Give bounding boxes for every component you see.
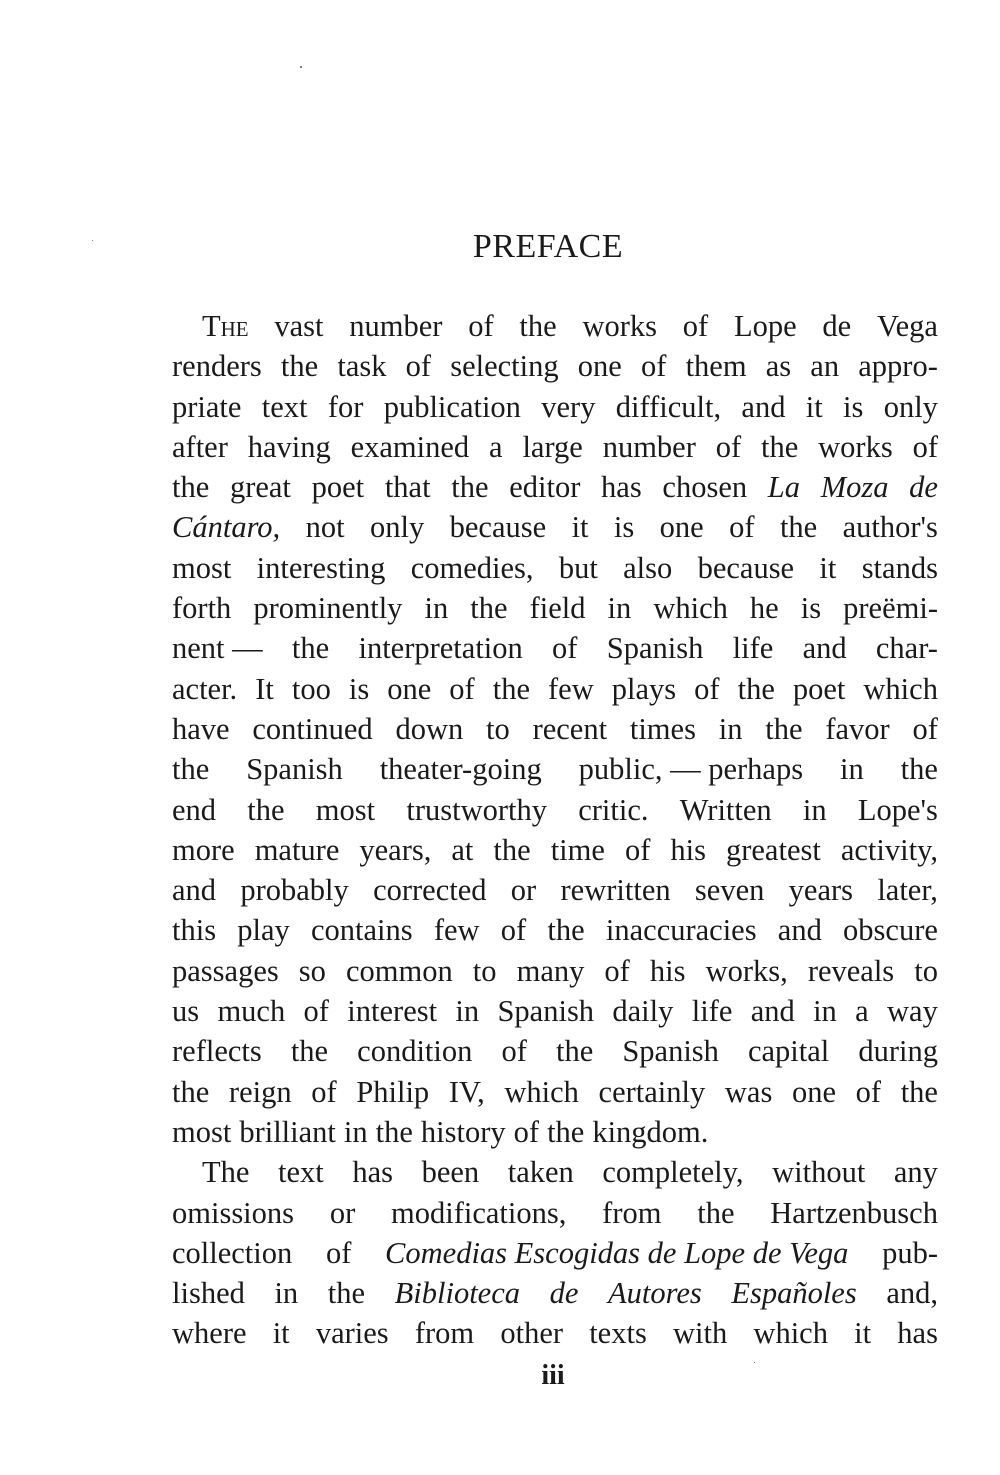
word: most	[315, 792, 376, 827]
word: de	[909, 470, 938, 505]
word: of	[624, 832, 651, 867]
word: works,	[705, 953, 788, 988]
text-line	[172, 1273, 938, 1313]
word: reign	[228, 1074, 292, 1109]
word: of	[694, 671, 720, 706]
word: brilliant	[239, 1114, 336, 1149]
word: critic.	[578, 792, 649, 827]
word: prominently	[253, 591, 403, 626]
word: of	[604, 953, 630, 988]
word: to	[914, 953, 938, 988]
word: large	[522, 429, 583, 464]
text-line	[172, 346, 938, 386]
paragraph	[172, 306, 938, 1152]
word: Spanish	[606, 631, 704, 666]
word: Lope's	[857, 792, 938, 827]
word: stands	[861, 550, 938, 585]
word: of	[501, 1034, 527, 1069]
word: varies	[315, 1316, 389, 1351]
word: appro-	[858, 349, 938, 384]
word: acter.	[172, 671, 238, 706]
word: the	[900, 1074, 938, 1109]
word: that	[384, 470, 431, 505]
word: the	[737, 671, 775, 706]
word: been	[421, 1155, 480, 1190]
word: author's	[842, 510, 938, 545]
word: he	[749, 591, 779, 626]
word: too	[291, 671, 331, 706]
word: number	[602, 429, 696, 464]
word: it	[272, 1316, 290, 1351]
word: have	[172, 711, 230, 746]
text-line	[172, 1072, 938, 1112]
word: years	[788, 873, 854, 908]
word: public, — perhaps	[578, 752, 804, 787]
word: much	[217, 994, 286, 1029]
word: for	[327, 389, 364, 424]
word: few	[548, 671, 594, 706]
word: collection	[172, 1235, 293, 1270]
word: with	[673, 1316, 728, 1351]
word: any	[893, 1155, 938, 1190]
word: of	[311, 1074, 337, 1109]
word: of	[715, 429, 742, 464]
word: La	[767, 470, 801, 505]
word: reveals	[807, 953, 895, 988]
word: or	[329, 1195, 356, 1230]
word: life	[691, 994, 733, 1029]
word: and	[172, 873, 217, 908]
paragraph	[172, 1152, 938, 1353]
word: seven	[694, 873, 765, 908]
word: Comedias Escogidas de Lope de Vega	[385, 1235, 849, 1270]
word: one	[387, 671, 432, 706]
word: from	[602, 1195, 662, 1230]
word: interpretation	[358, 631, 523, 666]
word: which	[863, 671, 938, 706]
word: because	[697, 550, 795, 585]
word: It	[255, 671, 274, 706]
word: most	[172, 1114, 232, 1149]
word: obscure	[843, 913, 938, 948]
word: it	[819, 550, 837, 585]
text-line	[172, 669, 938, 709]
text-line	[172, 588, 938, 628]
page-number: iii	[541, 1360, 565, 1391]
word: most	[172, 550, 232, 585]
word: preëmi-	[843, 591, 938, 626]
word: the	[172, 470, 210, 505]
word: Cántaro,	[172, 510, 281, 545]
word: only	[369, 510, 425, 545]
word: it	[854, 1316, 872, 1351]
word: Written	[679, 792, 772, 827]
word: editor	[509, 470, 581, 505]
word: poet	[311, 470, 365, 505]
word: and	[750, 994, 795, 1029]
word: modifications,	[391, 1195, 567, 1230]
word: the	[375, 1114, 413, 1149]
word: this	[172, 913, 217, 948]
text-line	[172, 1233, 938, 1273]
word: Españoles	[731, 1276, 857, 1311]
word: plays	[611, 671, 677, 706]
word: selecting	[450, 349, 559, 384]
word: nent —	[172, 631, 263, 666]
word: field	[529, 591, 586, 626]
word: to	[486, 711, 510, 746]
word: is	[348, 671, 370, 706]
word: texts	[589, 1316, 647, 1351]
word: comedies,	[410, 550, 534, 585]
word: corrected	[373, 873, 487, 908]
word: Spanish	[497, 994, 595, 1029]
word: life	[732, 631, 774, 666]
word: vast	[274, 309, 324, 343]
ink-speck	[300, 66, 302, 68]
word: greatest	[725, 832, 821, 867]
word: passages	[172, 953, 279, 988]
word: of	[912, 711, 938, 746]
word: de	[549, 1276, 579, 1311]
word: history	[420, 1114, 506, 1149]
word: way	[887, 994, 938, 1029]
word: not	[305, 510, 345, 545]
word: poet	[792, 671, 846, 706]
word: works	[818, 429, 893, 464]
word: has	[352, 1155, 393, 1190]
word: favor	[825, 711, 890, 746]
word: the	[327, 1276, 366, 1311]
word: of	[405, 349, 432, 384]
word: us	[172, 994, 200, 1029]
word: in	[424, 591, 449, 626]
word: play	[237, 913, 290, 948]
word: mature	[254, 832, 340, 867]
word: them	[685, 349, 747, 384]
word: is	[843, 389, 864, 424]
word: of	[449, 671, 475, 706]
word: lished	[172, 1276, 245, 1311]
word: it	[571, 510, 589, 545]
word: times	[629, 711, 696, 746]
word: of	[855, 1074, 882, 1109]
word: one	[791, 1074, 836, 1109]
word: of	[468, 309, 494, 343]
word: chosen	[662, 470, 748, 505]
word: the	[547, 913, 585, 948]
word: time	[550, 832, 605, 867]
text-line	[172, 790, 938, 830]
word: at	[451, 832, 474, 867]
word: task	[337, 349, 387, 384]
word: the	[697, 1195, 735, 1230]
word: in	[455, 994, 480, 1029]
word: certainly	[598, 1074, 706, 1109]
word: having	[247, 429, 331, 464]
word: an	[810, 349, 840, 384]
word: IV,	[448, 1074, 485, 1109]
word: the	[765, 711, 803, 746]
word: completely,	[602, 1155, 744, 1190]
word: his	[649, 953, 686, 988]
word: in	[718, 711, 743, 746]
text-line	[172, 991, 938, 1031]
word: many	[516, 953, 585, 988]
word: forth	[172, 591, 232, 626]
word: inaccuracies	[605, 913, 757, 948]
word: other	[500, 1316, 564, 1351]
text-line	[172, 306, 938, 346]
word: the	[290, 1034, 329, 1069]
word: a	[489, 429, 503, 464]
word: the	[291, 631, 330, 666]
word: from	[414, 1316, 475, 1351]
word: great	[229, 470, 291, 505]
word: recent	[532, 711, 608, 746]
text-line	[172, 427, 938, 467]
word: in	[274, 1276, 299, 1311]
word: theater-going	[379, 752, 542, 787]
word: without	[772, 1155, 866, 1190]
word: difficult,	[615, 389, 722, 424]
text-line	[172, 709, 938, 749]
word: rewritten	[560, 873, 671, 908]
word: was	[724, 1074, 773, 1109]
word: but	[558, 550, 598, 585]
word: omissions	[172, 1195, 295, 1230]
word: reflects	[172, 1034, 262, 1069]
text-line	[172, 910, 938, 950]
word: number	[349, 309, 443, 343]
word: renders	[172, 349, 262, 384]
text-line	[172, 830, 938, 870]
word: or	[510, 873, 537, 908]
text-line	[172, 507, 938, 547]
word: after	[172, 429, 228, 464]
text-line	[172, 951, 938, 991]
word: condition	[357, 1034, 473, 1069]
word: the	[451, 470, 489, 505]
word: the	[519, 309, 557, 343]
word: capital	[747, 1034, 830, 1069]
word: Spanish	[246, 752, 343, 787]
word: continued	[252, 711, 373, 746]
word: the	[247, 792, 285, 827]
word: priate	[172, 389, 242, 424]
word: in	[607, 591, 632, 626]
text-line	[172, 1313, 938, 1353]
word: text	[278, 1155, 324, 1190]
word: the	[761, 429, 799, 464]
word: the	[779, 510, 818, 545]
word: Moza	[820, 470, 889, 505]
word: Biblioteca	[394, 1276, 520, 1311]
text-line	[172, 1152, 938, 1192]
word: of	[729, 510, 755, 545]
word: the	[172, 752, 210, 787]
word: interest	[347, 994, 438, 1029]
word: later,	[877, 873, 938, 908]
word: The	[202, 309, 249, 343]
word: is	[613, 510, 635, 545]
word: during	[858, 1034, 938, 1069]
word: char-	[875, 631, 938, 666]
word: examined	[350, 429, 470, 464]
word: end	[172, 792, 217, 827]
word: common	[345, 953, 453, 988]
word: the	[493, 832, 531, 867]
text-line	[172, 387, 938, 427]
word: because	[449, 510, 547, 545]
word: Lope	[733, 309, 797, 343]
word: trustworthy	[406, 792, 547, 827]
word: has	[897, 1316, 938, 1351]
word: which	[504, 1074, 579, 1109]
word: years,	[359, 832, 432, 867]
word: down	[395, 711, 464, 746]
word: the	[172, 1074, 210, 1109]
word: probably	[240, 873, 349, 908]
word: interesting	[256, 550, 386, 585]
word: and	[741, 389, 786, 424]
word: text	[261, 389, 308, 424]
word: the	[547, 1114, 585, 1149]
word: publication	[383, 389, 521, 424]
word: the	[280, 349, 319, 384]
word: of	[500, 913, 527, 948]
text-line	[172, 548, 938, 588]
text-line	[172, 1193, 938, 1233]
word: in	[802, 792, 827, 827]
word: the	[555, 1034, 594, 1069]
word: kingdom.	[592, 1114, 709, 1149]
word: and	[802, 631, 847, 666]
text-line	[172, 628, 938, 668]
word: has	[601, 470, 642, 505]
word: taken	[507, 1155, 574, 1190]
word: more	[172, 832, 235, 867]
word: of	[552, 631, 578, 666]
word: the	[492, 671, 530, 706]
word: contains	[311, 913, 413, 948]
word: works	[582, 309, 658, 343]
word: which	[653, 591, 728, 626]
text-line	[172, 1112, 938, 1152]
word: of	[513, 1114, 540, 1149]
word: one	[577, 349, 622, 384]
word: so	[298, 953, 326, 988]
word: in	[840, 752, 864, 787]
page-title: PREFACE	[472, 228, 624, 265]
text-line	[172, 1031, 938, 1071]
text-line	[172, 870, 938, 910]
word: Spanish	[622, 1034, 719, 1069]
word: also	[623, 550, 673, 585]
word: in	[343, 1114, 368, 1149]
word: Autores	[607, 1276, 702, 1311]
word: to	[472, 953, 497, 988]
word: of	[640, 349, 667, 384]
word: pub-	[882, 1235, 938, 1270]
word: and,	[886, 1276, 938, 1311]
word: only	[883, 389, 938, 424]
word: is	[800, 591, 822, 626]
word: of	[303, 994, 329, 1029]
word: Hartzenbusch	[770, 1195, 938, 1230]
word: as	[765, 349, 792, 384]
word: which	[753, 1316, 828, 1351]
word: one	[659, 510, 704, 545]
text-line	[172, 749, 938, 789]
word: few	[433, 913, 480, 948]
word: and	[777, 913, 822, 948]
text-line	[172, 467, 938, 507]
word: the	[470, 591, 508, 626]
word: it	[805, 389, 823, 424]
word: a	[855, 994, 869, 1029]
word: of	[325, 1235, 352, 1270]
word: Philip	[356, 1074, 430, 1109]
word: his	[670, 832, 706, 867]
word: daily	[612, 994, 674, 1029]
word: activity,	[840, 832, 938, 867]
preface-body	[172, 306, 938, 1354]
word: where	[172, 1316, 247, 1351]
word: the	[900, 752, 938, 787]
word: in	[813, 994, 837, 1029]
word: The	[202, 1155, 250, 1190]
word: very	[541, 389, 596, 424]
word: of	[912, 429, 938, 464]
word: of	[682, 309, 709, 343]
word: Vega	[876, 309, 938, 343]
word: de	[822, 309, 852, 343]
